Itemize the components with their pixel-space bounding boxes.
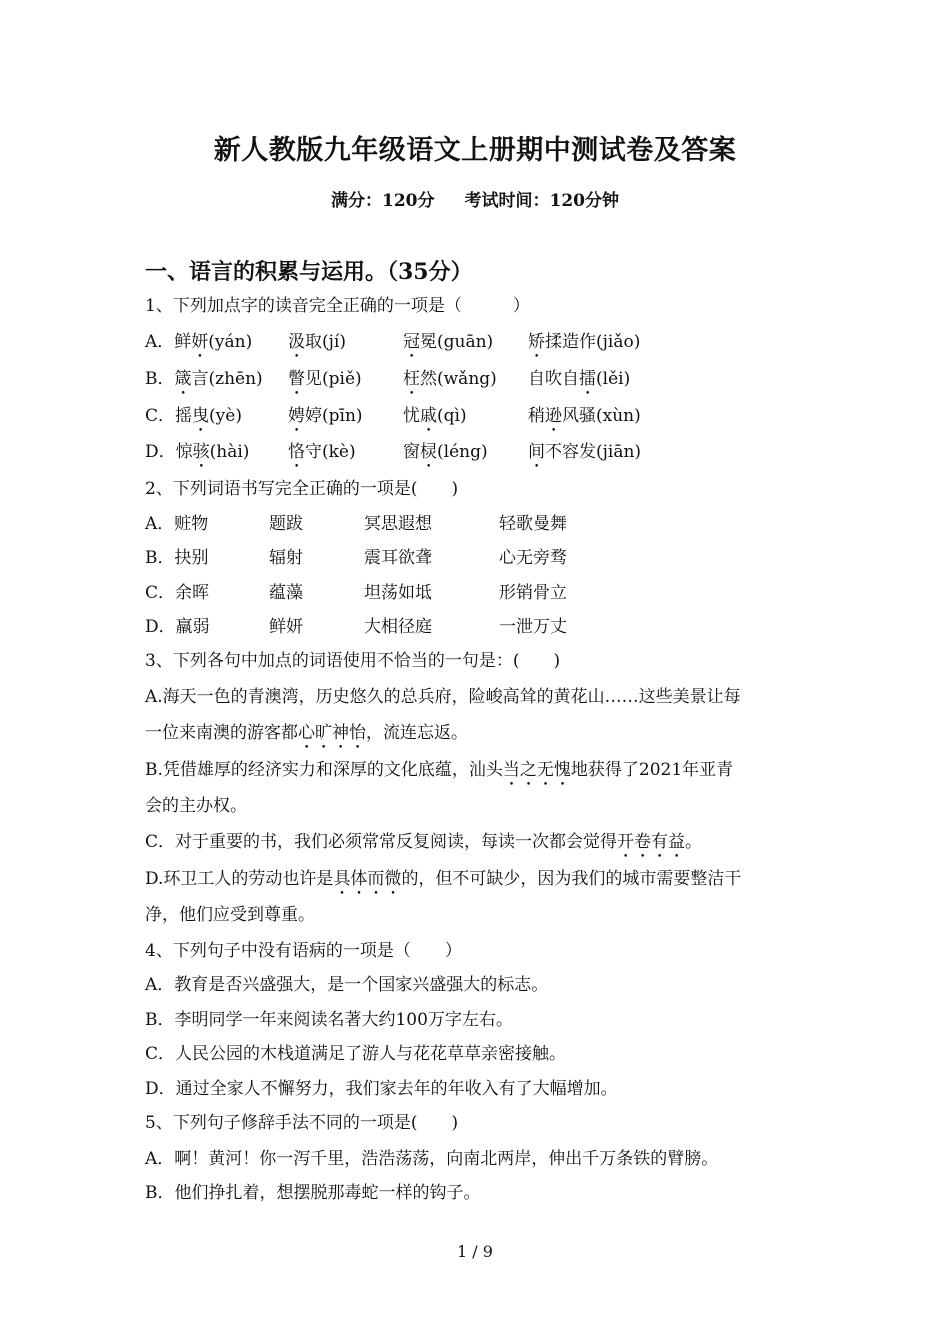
q1-stem: 1、下列加点字的读音完全正确的一项是（ ） (145, 296, 530, 316)
q2-option-b: B．抉别 辐射 震耳欲聋 心无旁骛 (145, 548, 567, 568)
q3-option-c: C．对于重要的书，我们必须常常反复阅读，每读一次都会觉得开卷有益。 (145, 832, 703, 852)
q5-stem: 5、下列句子修辞手法不同的一项是( ) (145, 1113, 459, 1133)
q1-option-c: C．摇曳(yè) 娉婷(pīn) 忧戚(qì) 稍逊风骚(xùn) (145, 406, 641, 426)
q4-option-b: B．李明同学一年来阅读名著大约100万字左右。 (145, 1010, 513, 1030)
emphasized-phrase: 开卷有益 (617, 832, 686, 852)
emphasized-phrase: 当之无愧 (502, 760, 571, 780)
page-number: 1 / 9 (457, 1242, 493, 1261)
page-title: 新人教版九年级语文上册期中测试卷及答案 (213, 135, 737, 166)
q5-option-a: A．啊！黄河！你一泻千里，浩浩荡荡，向南北两岸，伸出千万条铁的臂膀。 (145, 1149, 719, 1169)
full-score: 满分：120分 (331, 191, 435, 211)
q2-stem: 2、下列词语书写完全正确的一项是( ) (145, 479, 459, 499)
q4-option-c: C．人民公园的木栈道满足了游人与花花草草亲密接触。 (145, 1044, 567, 1064)
section-heading: 一、语言的积累与运用。（35分） (145, 259, 473, 285)
q4-option-a: A．教育是否兴盛强大，是一个国家兴盛强大的标志。 (145, 975, 549, 995)
emphasized-phrase: 心旷神怡 (298, 723, 366, 743)
q3-option-b-line1: B.凭借雄厚的经济实力和深厚的文化底蕴，汕头当之无愧地获得了2021年亚青 (145, 760, 734, 780)
q3-option-d-line2: 净，他们应受到尊重。 (145, 905, 315, 925)
q2-option-a: A．赃物 题跋 冥思遐想 轻歌曼舞 (145, 514, 567, 534)
exam-time: 考试时间：120分钟 (464, 191, 619, 211)
q2-option-c: C．余晖 蕴藻 坦荡如坻 形销骨立 (145, 583, 567, 603)
q1-option-a: A．鲜妍(yán) 汲取(jí) 冠冕(guān) 矫揉造作(jiǎo) (145, 332, 641, 352)
q3-option-d-line1: D.环卫工人的劳动也许是具体而微的，但不可缺少，因为我们的城市需要整洁干 (145, 869, 742, 889)
q1-option-b: B．箴言(zhēn) 瞥见(piě) 枉然(wǎng) 自吹自擂(lěi) (145, 369, 631, 389)
q2-option-d: D．羸弱 鲜妍 大相径庭 一泄万丈 (145, 617, 567, 637)
q5-option-b: B．他们挣扎着，想摆脱那毒蛇一样的钩子。 (145, 1183, 481, 1203)
q3-option-b-line2: 会的主办权。 (145, 796, 247, 816)
exam-meta (0, 186, 950, 211)
q1-option-d: D．惊骇(hài) 恪守(kè) 窗棂(léng) 间不容发(jiān) (145, 442, 642, 462)
q3-option-a-line1: A.海天一色的青澳湾，历史悠久的总兵府，险峻高耸的黄花山……这些美景让每 (145, 687, 741, 707)
q4-option-d: D．通过全家人不懈努力，我们家去年的年收入有了大幅增加。 (145, 1079, 618, 1099)
q3-stem: 3、下列各句中加点的词语使用不恰当的一句是：( ) (145, 651, 561, 671)
q3-option-a-line2: 一位来南澳的游客都心旷神怡，流连忘返。 (145, 723, 468, 743)
q4-stem: 4、下列句子中没有语病的一项是（ ） (145, 941, 462, 961)
emphasized-phrase: 具体而微 (333, 869, 402, 889)
